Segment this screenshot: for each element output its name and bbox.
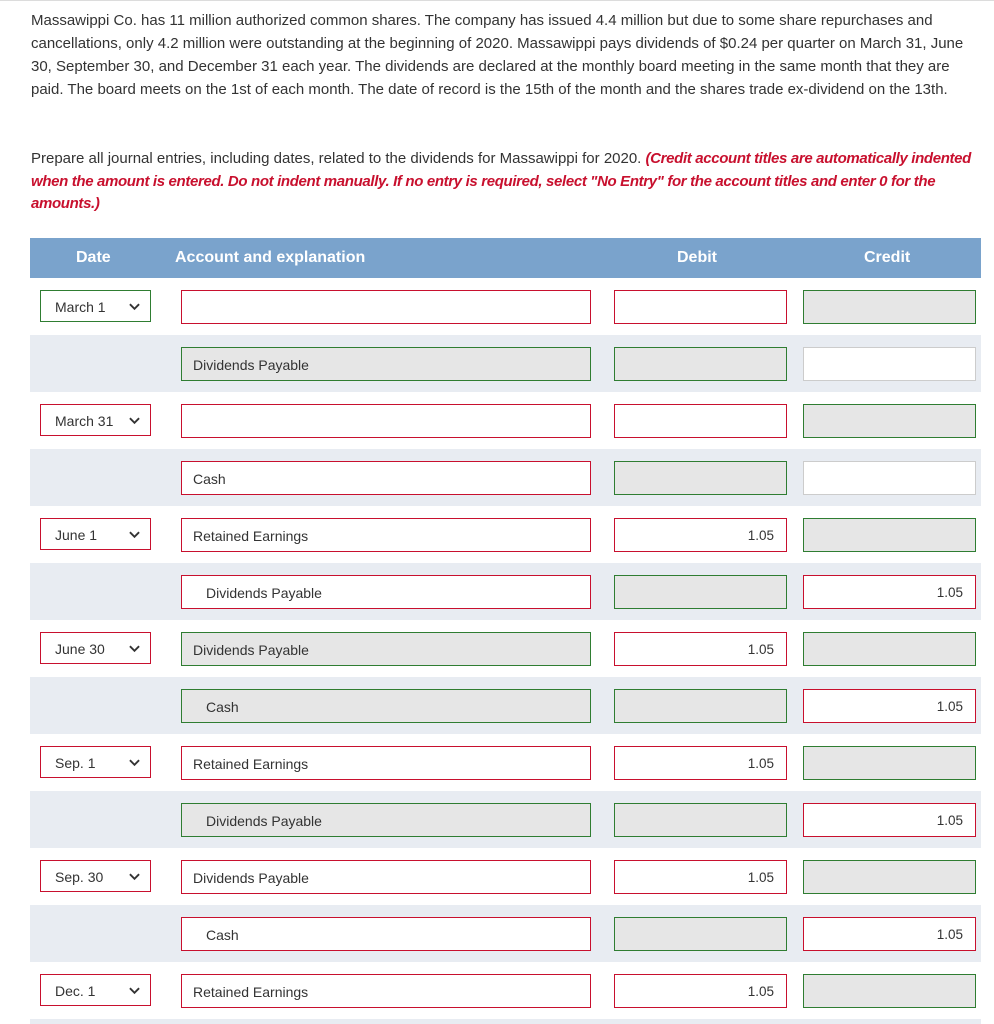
table-row [30, 506, 981, 563]
credit-input[interactable]: 1.05 [803, 917, 976, 951]
chevron-down-icon [129, 529, 140, 540]
account-input[interactable]: Cash [181, 917, 591, 951]
debit-input[interactable] [614, 803, 787, 837]
chevron-down-icon [129, 643, 140, 654]
account-input[interactable]: Dividends Payable [181, 575, 591, 609]
debit-input[interactable]: 1.05 [614, 518, 787, 552]
account-input[interactable]: Cash [181, 689, 591, 723]
date-select[interactable]: June 30 [40, 632, 151, 664]
date-select[interactable]: March 31 [40, 404, 151, 436]
account-input[interactable]: Cash [181, 461, 591, 495]
table-row [30, 449, 981, 506]
date-select[interactable]: Sep. 1 [40, 746, 151, 778]
table-header [30, 238, 981, 278]
table-row [30, 620, 981, 677]
date-select[interactable]: Sep. 30 [40, 860, 151, 892]
credit-input[interactable] [803, 290, 976, 324]
account-input[interactable]: Dividends Payable [181, 347, 591, 381]
credit-input[interactable] [803, 347, 976, 381]
credit-input[interactable] [803, 404, 976, 438]
credit-input[interactable] [803, 518, 976, 552]
credit-input[interactable] [803, 746, 976, 780]
table-row [30, 335, 981, 392]
debit-input[interactable]: 1.05 [614, 974, 787, 1008]
table-row [30, 392, 981, 449]
problem-statement [31, 9, 981, 101]
account-input[interactable]: Retained Earnings [181, 746, 591, 780]
debit-input[interactable]: 1.05 [614, 860, 787, 894]
header-credit: Credit [864, 249, 911, 266]
credit-input[interactable] [803, 974, 976, 1008]
credit-input[interactable]: 1.05 [803, 803, 976, 837]
instructions-note: (Credit account titles are automatically indented when the amount is entered. Do not indent manually. If no entry is required, select "No Entry" for the account titles and enter 0 for the amounts.) [31, 150, 971, 212]
table-row [30, 962, 981, 1019]
debit-input[interactable]: 1.05 [614, 632, 787, 666]
date-select[interactable]: Dec. 1 [40, 974, 151, 1006]
debit-input[interactable] [614, 347, 787, 381]
account-input[interactable]: Retained Earnings [181, 518, 591, 552]
account-input[interactable]: Dividends Payable [181, 632, 591, 666]
chevron-down-icon [129, 871, 140, 882]
table-row [30, 791, 981, 848]
table-row [30, 1019, 981, 1024]
debit-input[interactable] [614, 404, 787, 438]
date-select[interactable]: June 1 [40, 518, 151, 550]
table-row [30, 563, 981, 620]
problem-text: Massawippi Co. has 11 million authorized common shares. The company has issued 4.4 million but due to some share repurchases and cancellations, only 4.2 million were outstanding at the beginning of 2020. Massawippi pays dividends of $0.24 per quarter on March 31, June 30, September 30, and December 31 each year. The dividends are declared at the monthly board meeting in the same month that they are paid. The board meets on the 1st of each month. The date of record is the 15th of the month and the shares trade ex-dividend on the 13th. [31, 12, 964, 98]
account-input[interactable]: Dividends Payable [181, 803, 591, 837]
top-divider [0, 0, 994, 1]
instructions-text: Prepare all journal entries, including dates, related to the dividends for Massawippi for 2020. [31, 150, 646, 167]
table-row [30, 278, 981, 335]
debit-input[interactable] [614, 461, 787, 495]
debit-input[interactable] [614, 917, 787, 951]
header-debit: Debit [677, 249, 717, 266]
debit-input[interactable] [614, 575, 787, 609]
account-input[interactable]: Dividends Payable [181, 860, 591, 894]
header-account: Account and explanation [175, 249, 366, 266]
chevron-down-icon [129, 301, 140, 312]
date-select[interactable]: March 1 [40, 290, 151, 322]
credit-input[interactable] [803, 632, 976, 666]
account-input[interactable]: Retained Earnings [181, 974, 591, 1008]
instructions [31, 148, 986, 216]
journal-entry-table [30, 238, 981, 1024]
table-row [30, 905, 981, 962]
credit-input[interactable] [803, 860, 976, 894]
table-row [30, 734, 981, 791]
debit-input[interactable]: 1.05 [614, 746, 787, 780]
credit-input[interactable] [803, 461, 976, 495]
chevron-down-icon [129, 985, 140, 996]
debit-input[interactable] [614, 689, 787, 723]
account-input[interactable] [181, 404, 591, 438]
chevron-down-icon [129, 757, 140, 768]
header-date: Date [76, 249, 111, 266]
table-row [30, 677, 981, 734]
credit-input[interactable]: 1.05 [803, 575, 976, 609]
chevron-down-icon [129, 415, 140, 426]
account-input[interactable] [181, 290, 591, 324]
debit-input[interactable] [614, 290, 787, 324]
table-row [30, 848, 981, 905]
credit-input[interactable]: 1.05 [803, 689, 976, 723]
